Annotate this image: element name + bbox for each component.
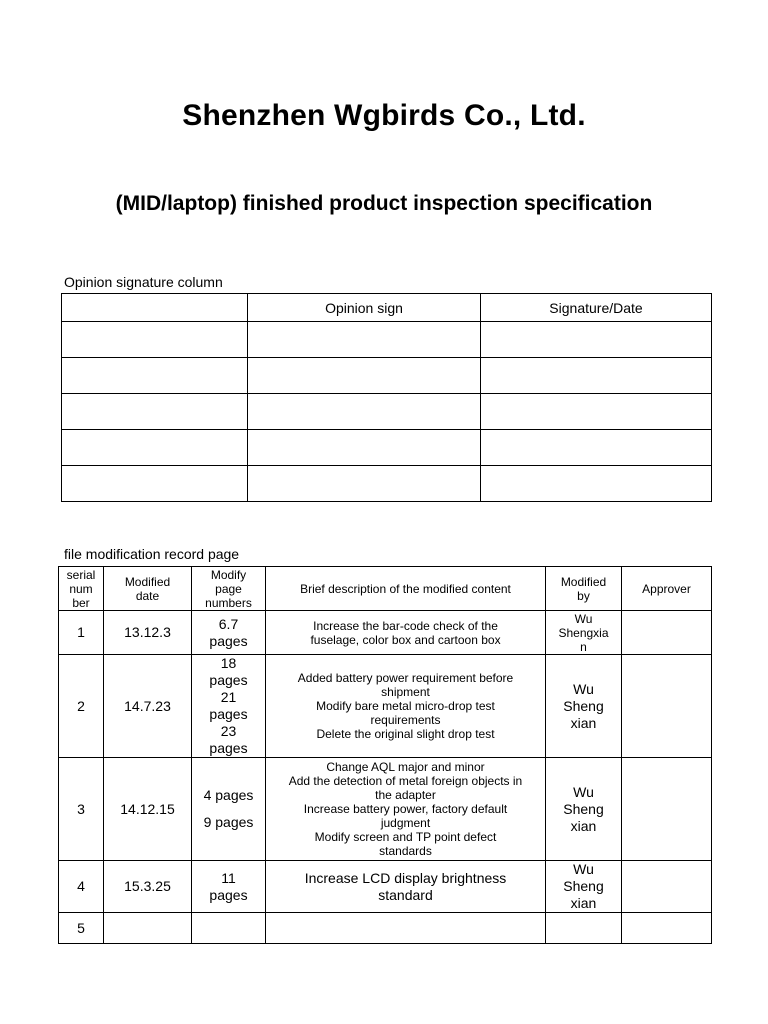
signature-row — [62, 430, 712, 466]
cell-line: Add the detection of metal foreign objects in — [288, 774, 523, 788]
cell-line: pages — [209, 632, 248, 649]
cell-line: Wu — [574, 611, 593, 626]
document-subtitle: (MID/laptop) finished product inspection specification — [115, 192, 653, 215]
signature-cell — [481, 322, 712, 358]
cell-line: Sheng — [563, 878, 604, 894]
modification-header-cell — [59, 567, 104, 611]
signature-cell — [248, 466, 481, 502]
cell-line: Modify bare metal micro-drop test — [316, 699, 495, 713]
cell-line: 18 — [220, 655, 237, 671]
page-numbers-cell — [192, 758, 266, 861]
cell-line: Modify — [210, 567, 247, 582]
cell-line: xian — [570, 714, 597, 731]
signature-header-row — [62, 294, 712, 322]
cell-line: Brief description of the modified content — [300, 581, 511, 596]
modified-date-cell: 15.3.25 — [104, 861, 192, 913]
page-numbers-cell — [192, 611, 266, 655]
signature-cell — [481, 358, 712, 394]
modification-header-row — [59, 567, 712, 611]
cell-line: Increase the bar-code check of the — [313, 618, 498, 633]
modification-header-cell — [622, 567, 712, 611]
serial-number-cell: 2 — [59, 655, 104, 758]
cell-line: Sheng — [563, 697, 604, 714]
cell-line: 11 — [221, 869, 236, 886]
cell-line: 23 — [220, 723, 237, 739]
signature-header-cell: Opinion sign — [248, 294, 481, 322]
cell-line: judgment — [380, 816, 431, 830]
opinion-signature-table — [61, 293, 712, 502]
cell-line: page — [215, 581, 242, 596]
cell-line: Increase battery power, factory default — [303, 802, 508, 816]
cell-line: Shengxia — [558, 625, 609, 640]
cell-line: num — [69, 581, 93, 596]
cell-line: Wu — [573, 680, 594, 697]
cell-line: n — [580, 639, 587, 654]
page-numbers-cell — [192, 655, 266, 758]
signature-cell — [248, 394, 481, 430]
modified-by-cell — [546, 655, 622, 758]
cell-line: date — [135, 588, 160, 603]
modified-date-cell — [104, 913, 192, 944]
modification-header-cell — [192, 567, 266, 611]
cell-line: Approver — [642, 581, 691, 596]
modification-header-cell — [266, 567, 546, 611]
cell-line: xian — [570, 817, 597, 834]
signature-cell — [248, 430, 481, 466]
cell-line: pages — [209, 706, 248, 722]
signature-cell — [62, 322, 248, 358]
approver-cell — [622, 913, 712, 944]
cell-line: 6.7 — [218, 615, 239, 632]
cell-line: requirements — [370, 713, 441, 727]
signature-cell — [62, 358, 248, 394]
cell-line: numbers — [205, 595, 252, 610]
signature-row — [62, 358, 712, 394]
serial-number-cell: 5 — [59, 913, 104, 944]
signature-cell — [248, 322, 481, 358]
cell-line: fuselage, color box and cartoon box — [310, 632, 501, 647]
cell-line: Wu — [573, 783, 594, 800]
modified-by-cell — [546, 861, 622, 913]
modified-by-cell — [546, 913, 622, 944]
cell-line: by — [577, 588, 590, 603]
modified-date-cell: 14.12.15 — [104, 758, 192, 861]
cell-line: xian — [570, 895, 597, 911]
modification-row — [59, 611, 712, 655]
cell-line: Sheng — [563, 800, 604, 817]
modified-by-cell — [546, 758, 622, 861]
signature-cell — [62, 430, 248, 466]
signature-row — [62, 322, 712, 358]
modification-row — [59, 861, 712, 913]
cell-line: pages — [209, 740, 248, 756]
signature-cell — [481, 466, 712, 502]
approver-cell — [622, 611, 712, 655]
page-numbers-cell — [192, 913, 266, 944]
modification-row — [59, 913, 712, 944]
cell-line: pages — [209, 672, 248, 688]
description-cell — [266, 611, 546, 655]
modification-header-cell — [546, 567, 622, 611]
signature-cell — [248, 358, 481, 394]
cell-line: Modify screen and TP point defect — [314, 830, 497, 844]
serial-number-cell: 3 — [59, 758, 104, 861]
cell-line: 9 pages — [203, 814, 254, 830]
serial-number-cell: 1 — [59, 611, 104, 655]
cell-line: Change AQL major and minor — [326, 760, 485, 774]
signature-row — [62, 466, 712, 502]
serial-number-cell: 4 — [59, 861, 104, 913]
cell-line: pages — [209, 886, 248, 903]
modified-by-cell — [546, 611, 622, 655]
cell-line: Increase LCD display brightness — [304, 869, 507, 886]
signature-cell — [481, 394, 712, 430]
approver-cell — [622, 758, 712, 861]
cell-line: 21 — [220, 689, 237, 705]
page-numbers-cell — [192, 861, 266, 913]
description-cell — [266, 758, 546, 861]
cell-line: standard — [378, 886, 433, 903]
signature-row — [62, 394, 712, 430]
cell-line: shipment — [381, 685, 430, 699]
signature-header-cell: Signature/Date — [481, 294, 712, 322]
line-gap — [194, 804, 263, 814]
modified-date-cell: 14.7.23 — [104, 655, 192, 758]
modification-record-table — [58, 566, 712, 944]
modification-row — [59, 655, 712, 758]
description-cell — [266, 861, 546, 913]
cell-line: 4 pages — [203, 787, 254, 803]
signature-cell — [481, 430, 712, 466]
signature-header-cell — [62, 294, 248, 322]
modification-row — [59, 758, 712, 861]
approver-cell — [622, 861, 712, 913]
signature-cell — [62, 466, 248, 502]
cell-line: Added battery power requirement before — [297, 671, 514, 685]
cell-line: Wu — [573, 861, 594, 877]
cell-line: serial — [66, 567, 96, 582]
approver-cell — [622, 655, 712, 758]
modified-date-cell: 13.12.3 — [104, 611, 192, 655]
company-title: Shenzhen Wgbirds Co., Ltd. — [182, 99, 586, 132]
modification-section-label: file modification record page — [64, 546, 240, 562]
description-cell — [266, 913, 546, 944]
cell-line: standards — [379, 844, 432, 858]
signature-cell — [62, 394, 248, 430]
signature-section-label: Opinion signature column — [64, 274, 223, 290]
description-cell — [266, 655, 546, 758]
cell-line: Modified — [560, 574, 607, 589]
cell-line: the adapter — [375, 788, 436, 802]
modification-header-cell — [104, 567, 192, 611]
cell-line: Modified — [124, 574, 171, 589]
cell-line: ber — [72, 595, 90, 610]
cell-line: Delete the original slight drop test — [316, 727, 495, 741]
